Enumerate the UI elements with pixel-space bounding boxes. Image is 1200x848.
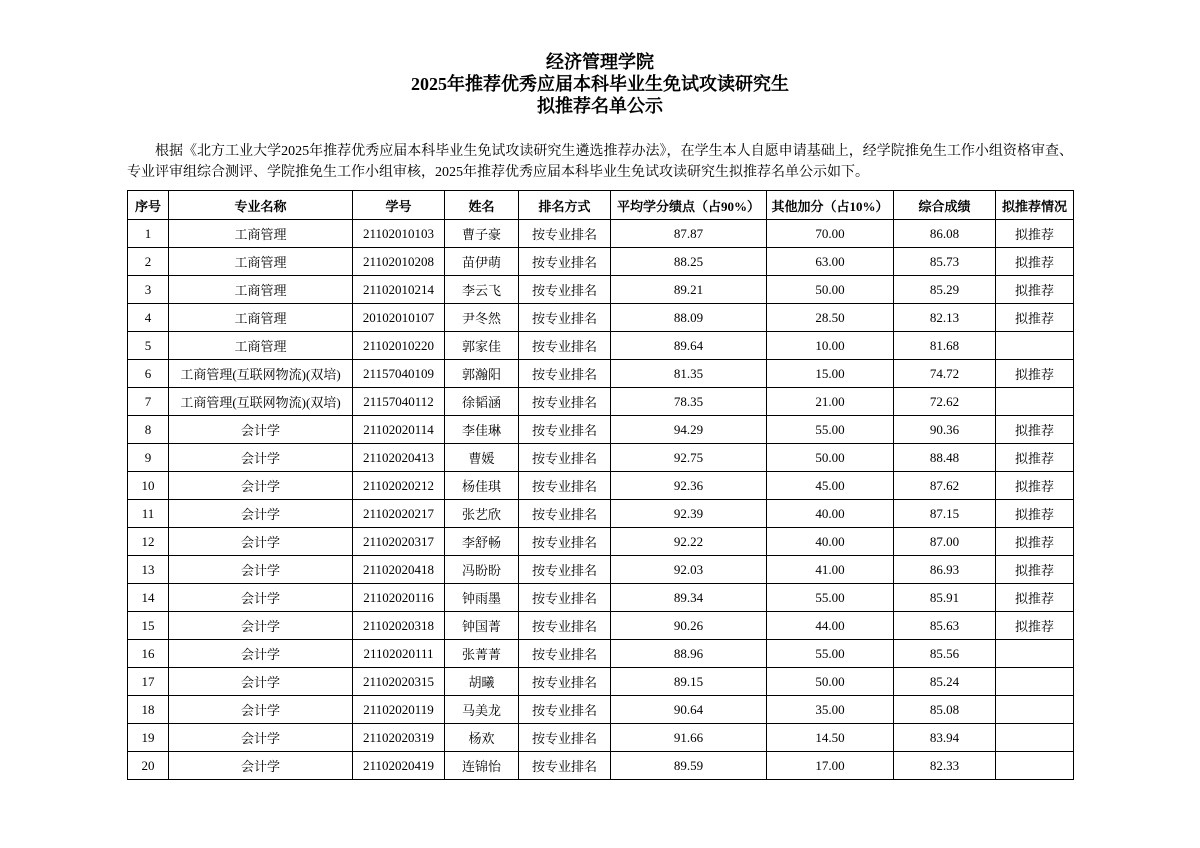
cell-bonus-10: 70.00: [767, 220, 894, 248]
cell-total-score: 90.36: [894, 416, 996, 444]
cell-bonus-10: 55.00: [767, 584, 894, 612]
cell-ranking-method: 按专业排名: [519, 220, 611, 248]
cell-gpa-90: 92.75: [611, 444, 767, 472]
cell-student-id: 21102010208: [353, 248, 445, 276]
cell-major: 工商管理(互联网物流)(双培): [169, 360, 353, 388]
cell-student-id: 21102020317: [353, 528, 445, 556]
cell-bonus-10: 40.00: [767, 528, 894, 556]
cell-name: 徐韬涵: [445, 388, 519, 416]
table-row: [128, 556, 1074, 584]
cell-index: 2: [128, 248, 169, 276]
cell-student-id: 21102020419: [353, 752, 445, 780]
cell-major: 会计学: [169, 640, 353, 668]
cell-index: 6: [128, 360, 169, 388]
table-row: [128, 612, 1074, 640]
cell-student-id: 21157040112: [353, 388, 445, 416]
cell-recommendation: 拟推荐: [996, 220, 1074, 248]
cell-name: 尹冬然: [445, 304, 519, 332]
cell-name: 曹媛: [445, 444, 519, 472]
table-row: [128, 388, 1074, 416]
cell-total-score: 86.93: [894, 556, 996, 584]
cell-total-score: 74.72: [894, 360, 996, 388]
cell-total-score: 87.15: [894, 500, 996, 528]
cell-major: 会计学: [169, 696, 353, 724]
cell-name: 胡曦: [445, 668, 519, 696]
cell-index: 8: [128, 416, 169, 444]
cell-total-score: 85.91: [894, 584, 996, 612]
cell-index: 4: [128, 304, 169, 332]
cell-student-id: 21102020319: [353, 724, 445, 752]
cell-recommendation: 拟推荐: [996, 556, 1074, 584]
cell-index: 15: [128, 612, 169, 640]
cell-recommendation: 拟推荐: [996, 248, 1074, 276]
cell-name: 杨欢: [445, 724, 519, 752]
column-header-name: 姓名: [445, 191, 519, 220]
cell-bonus-10: 55.00: [767, 416, 894, 444]
cell-ranking-method: 按专业排名: [519, 304, 611, 332]
cell-gpa-90: 78.35: [611, 388, 767, 416]
table-row: [128, 248, 1074, 276]
cell-name: 曹子豪: [445, 220, 519, 248]
table-row: [128, 276, 1074, 304]
cell-ranking-method: 按专业排名: [519, 752, 611, 780]
cell-gpa-90: 91.66: [611, 724, 767, 752]
cell-bonus-10: 14.50: [767, 724, 894, 752]
cell-total-score: 87.62: [894, 472, 996, 500]
cell-gpa-90: 89.64: [611, 332, 767, 360]
cell-ranking-method: 按专业排名: [519, 248, 611, 276]
cell-bonus-10: 44.00: [767, 612, 894, 640]
cell-name: 马美龙: [445, 696, 519, 724]
cell-index: 16: [128, 640, 169, 668]
cell-student-id: 21102020418: [353, 556, 445, 584]
cell-index: 20: [128, 752, 169, 780]
cell-student-id: 21102020119: [353, 696, 445, 724]
cell-index: 10: [128, 472, 169, 500]
cell-name: 苗伊萌: [445, 248, 519, 276]
cell-major: 工商管理: [169, 248, 353, 276]
cell-recommendation: [996, 724, 1074, 752]
cell-recommendation: [996, 696, 1074, 724]
cell-index: 5: [128, 332, 169, 360]
cell-recommendation: 拟推荐: [996, 472, 1074, 500]
cell-ranking-method: 按专业排名: [519, 444, 611, 472]
cell-student-id: 21102020315: [353, 668, 445, 696]
cell-major: 工商管理: [169, 220, 353, 248]
cell-index: 18: [128, 696, 169, 724]
cell-student-id: 21102020111: [353, 640, 445, 668]
cell-student-id: 21102020116: [353, 584, 445, 612]
cell-name: 李舒畅: [445, 528, 519, 556]
cell-student-id: 20102010107: [353, 304, 445, 332]
cell-recommendation: 拟推荐: [996, 444, 1074, 472]
cell-gpa-90: 87.87: [611, 220, 767, 248]
cell-name: 张菁菁: [445, 640, 519, 668]
cell-major: 会计学: [169, 612, 353, 640]
cell-total-score: 85.56: [894, 640, 996, 668]
cell-total-score: 85.08: [894, 696, 996, 724]
cell-ranking-method: 按专业排名: [519, 668, 611, 696]
cell-index: 12: [128, 528, 169, 556]
table-row: [128, 304, 1074, 332]
document-title-line-2: 2025年推荐优秀应届本科毕业生免试攻读研究生: [411, 74, 789, 94]
table-row: [128, 668, 1074, 696]
cell-total-score: 81.68: [894, 332, 996, 360]
cell-gpa-90: 81.35: [611, 360, 767, 388]
cell-recommendation: 拟推荐: [996, 612, 1074, 640]
cell-gpa-90: 92.39: [611, 500, 767, 528]
column-header-total-score: 综合成绩: [894, 191, 996, 220]
table-row: [128, 444, 1074, 472]
cell-ranking-method: 按专业排名: [519, 724, 611, 752]
document-title-line-1: 经济管理学院: [546, 52, 654, 72]
cell-gpa-90: 88.25: [611, 248, 767, 276]
table-header-row: [128, 191, 1074, 220]
cell-gpa-90: 89.15: [611, 668, 767, 696]
cell-bonus-10: 50.00: [767, 276, 894, 304]
cell-bonus-10: 28.50: [767, 304, 894, 332]
cell-total-score: 85.24: [894, 668, 996, 696]
cell-total-score: 83.94: [894, 724, 996, 752]
cell-bonus-10: 21.00: [767, 388, 894, 416]
cell-ranking-method: 按专业排名: [519, 612, 611, 640]
cell-major: 会计学: [169, 724, 353, 752]
cell-major: 工商管理: [169, 332, 353, 360]
cell-name: 连锦怡: [445, 752, 519, 780]
cell-major: 工商管理(互联网物流)(双培): [169, 388, 353, 416]
cell-bonus-10: 41.00: [767, 556, 894, 584]
column-header-ranking-method: 排名方式: [519, 191, 611, 220]
cell-index: 13: [128, 556, 169, 584]
cell-ranking-method: 按专业排名: [519, 696, 611, 724]
column-header-student-id: 学号: [353, 191, 445, 220]
cell-total-score: 82.13: [894, 304, 996, 332]
cell-major: 会计学: [169, 500, 353, 528]
cell-name: 李佳琳: [445, 416, 519, 444]
table-row: [128, 640, 1074, 668]
cell-major: 会计学: [169, 584, 353, 612]
cell-bonus-10: 55.00: [767, 640, 894, 668]
cell-ranking-method: 按专业排名: [519, 556, 611, 584]
cell-total-score: 86.08: [894, 220, 996, 248]
cell-major: 会计学: [169, 416, 353, 444]
cell-recommendation: 拟推荐: [996, 360, 1074, 388]
column-header-index: 序号: [128, 191, 169, 220]
cell-recommendation: 拟推荐: [996, 416, 1074, 444]
table-row: [128, 528, 1074, 556]
cell-recommendation: 拟推荐: [996, 304, 1074, 332]
cell-bonus-10: 10.00: [767, 332, 894, 360]
cell-ranking-method: 按专业排名: [519, 640, 611, 668]
cell-ranking-method: 按专业排名: [519, 388, 611, 416]
cell-total-score: 85.29: [894, 276, 996, 304]
recommendation-table: [127, 190, 1074, 780]
cell-total-score: 88.48: [894, 444, 996, 472]
cell-bonus-10: 35.00: [767, 696, 894, 724]
cell-index: 11: [128, 500, 169, 528]
cell-student-id: 21102010214: [353, 276, 445, 304]
cell-name: 钟国菁: [445, 612, 519, 640]
cell-recommendation: [996, 388, 1074, 416]
cell-gpa-90: 92.36: [611, 472, 767, 500]
table-row: [128, 724, 1074, 752]
table-row: [128, 472, 1074, 500]
cell-index: 1: [128, 220, 169, 248]
column-header-gpa-90: 平均学分绩点（占90%）: [611, 191, 767, 220]
table-row: [128, 696, 1074, 724]
cell-gpa-90: 92.03: [611, 556, 767, 584]
cell-name: 郭家佳: [445, 332, 519, 360]
cell-major: 工商管理: [169, 304, 353, 332]
table-row: [128, 360, 1074, 388]
cell-recommendation: [996, 332, 1074, 360]
cell-index: 3: [128, 276, 169, 304]
cell-name: 冯盼盼: [445, 556, 519, 584]
cell-student-id: 21102010220: [353, 332, 445, 360]
cell-bonus-10: 15.00: [767, 360, 894, 388]
cell-major: 会计学: [169, 556, 353, 584]
cell-major: 会计学: [169, 668, 353, 696]
cell-ranking-method: 按专业排名: [519, 528, 611, 556]
cell-index: 7: [128, 388, 169, 416]
table-body: [128, 220, 1074, 780]
column-header-bonus-10: 其他加分（占10%）: [767, 191, 894, 220]
intro-paragraph: 根据《北方工业大学2025年推荐优秀应届本科毕业生免试攻读研究生遴选推荐办法》，在学生本人自愿申请基础上，经学院推免生工作小组资格审查、专业评审组综合测评、学院推免生工作小组审核，2025年推荐优秀应届本科毕业生免试攻读研究生拟推荐名单公示如下。: [127, 144, 1073, 180]
cell-index: 17: [128, 668, 169, 696]
cell-gpa-90: 89.59: [611, 752, 767, 780]
cell-major: 工商管理: [169, 276, 353, 304]
cell-gpa-90: 88.96: [611, 640, 767, 668]
cell-recommendation: [996, 668, 1074, 696]
cell-ranking-method: 按专业排名: [519, 360, 611, 388]
cell-name: 郭瀚阳: [445, 360, 519, 388]
cell-recommendation: 拟推荐: [996, 500, 1074, 528]
cell-bonus-10: 45.00: [767, 472, 894, 500]
cell-student-id: 21102020413: [353, 444, 445, 472]
cell-gpa-90: 88.09: [611, 304, 767, 332]
cell-total-score: 85.73: [894, 248, 996, 276]
cell-index: 14: [128, 584, 169, 612]
cell-gpa-90: 90.26: [611, 612, 767, 640]
table-header: [128, 191, 1074, 220]
cell-recommendation: 拟推荐: [996, 528, 1074, 556]
cell-ranking-method: 按专业排名: [519, 276, 611, 304]
column-header-recommendation: 拟推荐情况: [996, 191, 1074, 220]
table-row: [128, 332, 1074, 360]
cell-gpa-90: 94.29: [611, 416, 767, 444]
cell-index: 19: [128, 724, 169, 752]
cell-recommendation: 拟推荐: [996, 584, 1074, 612]
cell-name: 杨佳琪: [445, 472, 519, 500]
document-title-line-3: 拟推荐名单公示: [537, 96, 663, 116]
cell-total-score: 72.62: [894, 388, 996, 416]
document-title: [0, 0, 1200, 117]
cell-bonus-10: 63.00: [767, 248, 894, 276]
cell-ranking-method: 按专业排名: [519, 416, 611, 444]
cell-student-id: 21157040109: [353, 360, 445, 388]
table-row: [128, 416, 1074, 444]
cell-recommendation: [996, 640, 1074, 668]
column-header-major: 专业名称: [169, 191, 353, 220]
cell-student-id: 21102010103: [353, 220, 445, 248]
cell-name: 钟雨墨: [445, 584, 519, 612]
cell-index: 9: [128, 444, 169, 472]
cell-ranking-method: 按专业排名: [519, 584, 611, 612]
cell-total-score: 82.33: [894, 752, 996, 780]
cell-gpa-90: 92.22: [611, 528, 767, 556]
cell-gpa-90: 89.34: [611, 584, 767, 612]
cell-total-score: 85.63: [894, 612, 996, 640]
cell-major: 会计学: [169, 444, 353, 472]
cell-gpa-90: 89.21: [611, 276, 767, 304]
cell-bonus-10: 17.00: [767, 752, 894, 780]
cell-recommendation: [996, 752, 1074, 780]
cell-name: 张艺欣: [445, 500, 519, 528]
cell-major: 会计学: [169, 752, 353, 780]
cell-bonus-10: 50.00: [767, 668, 894, 696]
cell-bonus-10: 50.00: [767, 444, 894, 472]
cell-major: 会计学: [169, 472, 353, 500]
table-row: [128, 500, 1074, 528]
cell-ranking-method: 按专业排名: [519, 472, 611, 500]
cell-student-id: 21102020217: [353, 500, 445, 528]
cell-ranking-method: 按专业排名: [519, 500, 611, 528]
cell-bonus-10: 40.00: [767, 500, 894, 528]
cell-name: 李云飞: [445, 276, 519, 304]
table-row: [128, 220, 1074, 248]
table-row: [128, 584, 1074, 612]
cell-major: 会计学: [169, 528, 353, 556]
table-row: [128, 752, 1074, 780]
cell-student-id: 21102020114: [353, 416, 445, 444]
cell-total-score: 87.00: [894, 528, 996, 556]
cell-student-id: 21102020212: [353, 472, 445, 500]
cell-gpa-90: 90.64: [611, 696, 767, 724]
cell-ranking-method: 按专业排名: [519, 332, 611, 360]
cell-recommendation: 拟推荐: [996, 276, 1074, 304]
cell-student-id: 21102020318: [353, 612, 445, 640]
